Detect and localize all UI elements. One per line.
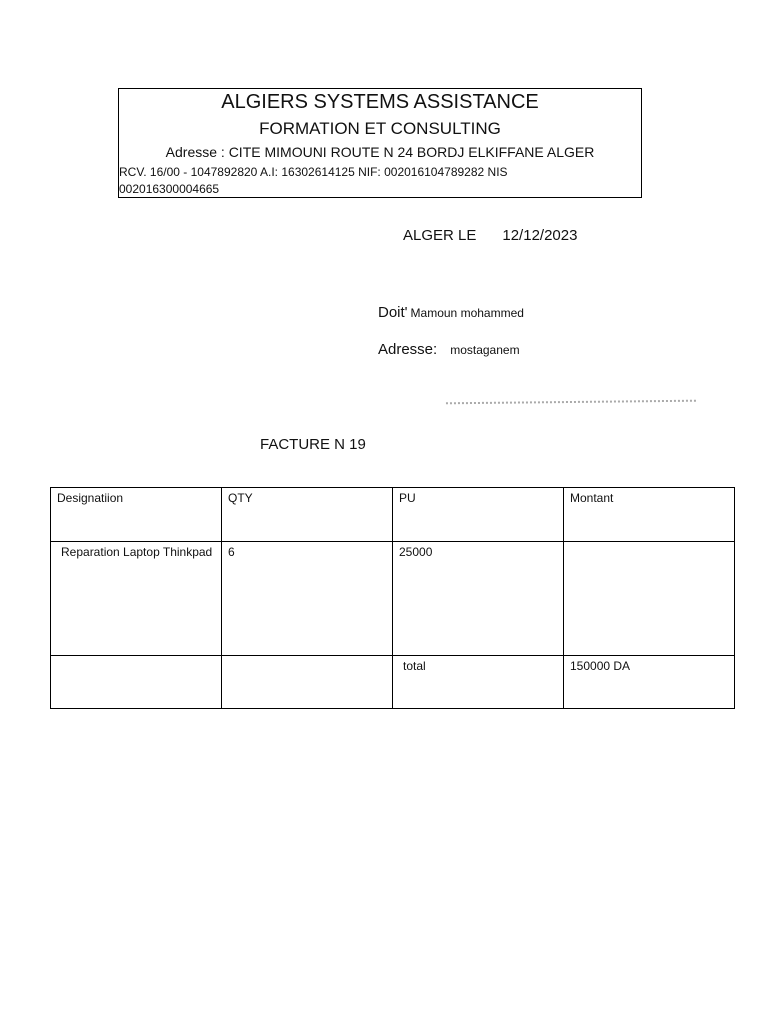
table-header-row [51, 488, 735, 542]
client-name-line [378, 303, 524, 323]
table-total-row [51, 656, 735, 709]
company-address: Adresse : CITE MIMOUNI ROUTE N 24 BORDJ ELKIFFANE ALGER [165, 144, 595, 160]
company-activity: FORMATION ET CONSULTING [259, 119, 501, 138]
total-value: 150000 DA [564, 656, 735, 709]
date-label: ALGER LE [403, 227, 477, 244]
cell-empty [51, 656, 222, 709]
cell-pu: 25000 [393, 542, 564, 656]
total-label: total [393, 656, 564, 709]
client-address-line [378, 340, 520, 360]
doit-label: Doit' [378, 304, 408, 321]
company-registration-ids: RCV. 16/00 - 1047892820 A.I: 16302614125 NIF: 002016104789282 NIS 002016300004665 [119, 165, 508, 196]
company-header-box [118, 88, 642, 198]
date-value: 12/12/2023 [502, 227, 578, 244]
cell-designation: Reparation Laptop Thinkpad [51, 542, 222, 656]
company-name: ALGIERS SYSTEMS ASSISTANCE [221, 91, 539, 113]
header-pu: PU [393, 488, 564, 542]
header-qty: QTY [222, 488, 393, 542]
client-address: mostaganem [450, 343, 520, 357]
table-row [51, 542, 735, 656]
cell-empty [222, 656, 393, 709]
header-designation: Designatiion [51, 488, 222, 542]
header-montant: Montant [564, 488, 735, 542]
client-name: Mamoun mohammed [410, 306, 524, 320]
cell-qty: 6 [222, 542, 393, 656]
date-line [403, 226, 577, 246]
cell-montant [564, 542, 735, 656]
client-address-label: Adresse: [378, 341, 438, 358]
invoice-title: FACTURE N 19 [260, 436, 366, 453]
dotted-signature-line [446, 400, 696, 411]
invoice-items-table [50, 487, 735, 709]
